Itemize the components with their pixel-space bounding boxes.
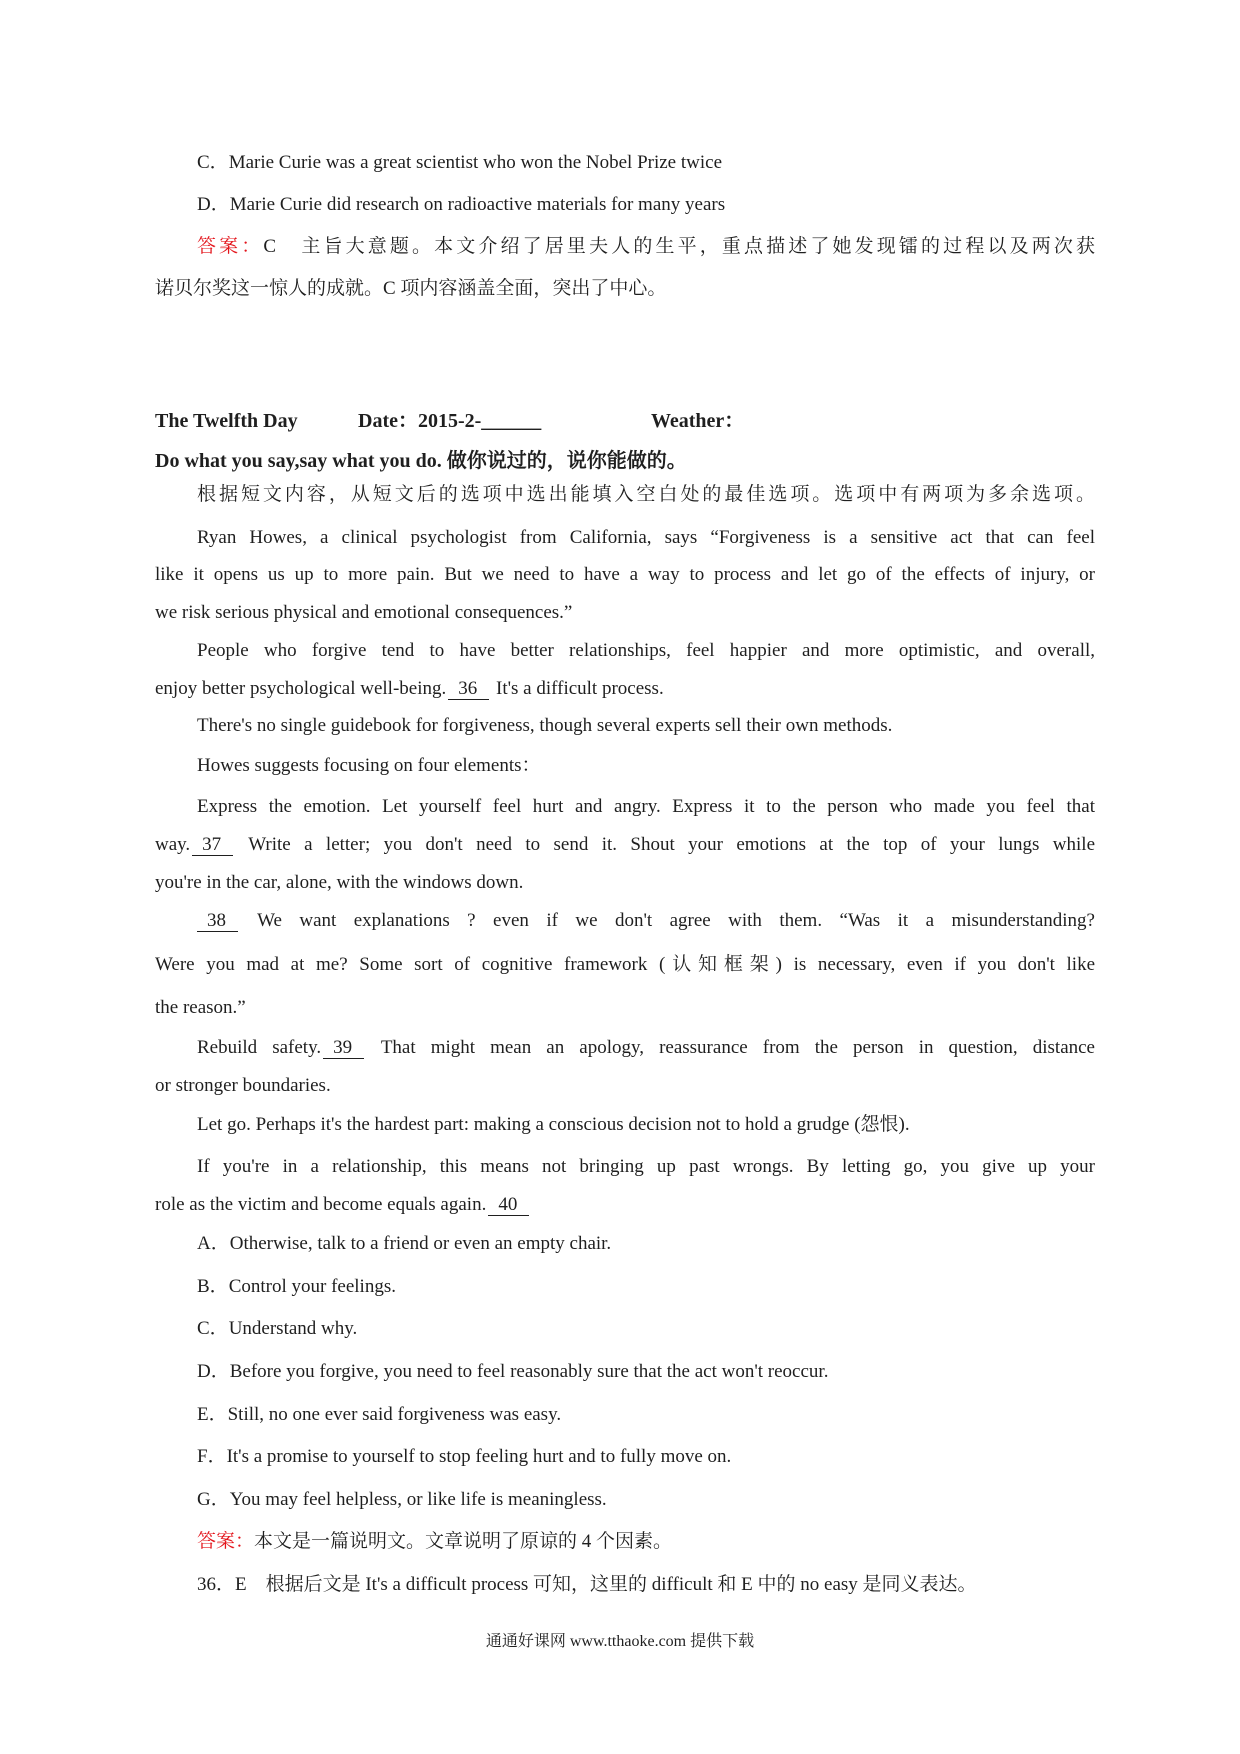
passage-p8: Let go. Perhaps it's the hardest part: making a conscious decision not to hold a grudge (怨恨). — [197, 1114, 910, 1135]
option-text: Marie Curie was a great scientist who won the Nobel Prize twice — [228, 152, 723, 173]
option-a — [197, 1231, 1095, 1257]
option-letter: C． — [197, 152, 229, 173]
option-text: Control your feelings. — [228, 1276, 396, 1297]
blank-39: 39 — [323, 1038, 364, 1059]
option-d — [197, 1359, 1095, 1385]
text-segment: way. — [155, 834, 191, 855]
option-letter: D． — [197, 194, 230, 215]
option-letter: A． — [197, 1233, 230, 1254]
passage-p5-line-1: Express the emotion. Let yourself feel hurt and angry. Express it to the person who made you feel that — [197, 796, 1095, 817]
answer-label: 答案： — [197, 1531, 255, 1552]
option-c — [197, 1316, 1095, 1342]
blank-40: 40 — [488, 1195, 529, 1216]
instructions: 根据短文内容，从短文后的选项中选出能填入空白处的最佳选项。选项中有两项为多余选项。 — [197, 484, 1095, 505]
option-letter: B． — [197, 1276, 229, 1297]
passage-p2-line-1: People who forgive tend to have better relationships, feel happier and more optimistic, and overall, — [197, 640, 1095, 661]
explanation-text: 根据后文是 It's a difficult process 可知，这里的 difficult 和 E 中的 no easy 是同义表达。 — [246, 1574, 977, 1595]
text-segment: We want explanations ? even if we don't agree with them. “Was it a misunderstanding? — [240, 910, 1095, 931]
option-g — [197, 1487, 1095, 1513]
day-date: Date：2015-2-______ — [358, 410, 542, 432]
prev-answer-line-2: 诺贝尔奖这一惊人的成就。C 项内容涵盖全面，突出了中心。 — [155, 278, 667, 299]
answer-label: 答案： — [197, 236, 264, 257]
answer-text: 本文是一篇说明文。文章说明了原谅的 4 个因素。 — [254, 1531, 673, 1552]
prev-option-c — [197, 150, 1095, 176]
blank-37: 37 — [192, 835, 233, 856]
passage-p6-line-2: Were you mad at me? Some sort of cognitive framework (认知框架) is necessary, even if you don't like — [155, 954, 1095, 975]
passage-p6-line-3: the reason.” — [155, 997, 246, 1018]
option-text: Before you forgive, you need to feel reasonably sure that the act won't reoccur. — [229, 1361, 829, 1382]
text-segment: enjoy better psychological well-being. — [155, 678, 447, 699]
option-letter: E． — [197, 1404, 228, 1425]
day-weather: Weather： — [651, 410, 745, 432]
text-segment: It's a difficult process. — [491, 678, 664, 699]
passage-p4: Howes suggests focusing on four elements： — [197, 755, 541, 776]
passage-p1-line-3: we risk serious physical and emotional consequences.” — [155, 602, 573, 623]
option-letter: G． — [197, 1489, 230, 1510]
blank-36: 36 — [448, 679, 489, 700]
option-letter: D． — [197, 1361, 230, 1382]
blank-38: 38 — [197, 911, 238, 932]
text-segment: Write a letter; you don't need to send it. Shout your emotions at the top of your lungs while — [235, 834, 1095, 855]
option-letter: F． — [197, 1446, 227, 1467]
text-segment: That might mean an apology, reassurance from the person in question, distance — [366, 1037, 1095, 1058]
option-text: It's a promise to yourself to stop feeling hurt and to fully move on. — [226, 1446, 732, 1467]
option-text: You may feel helpless, or like life is meaningless. — [229, 1489, 607, 1510]
passage-p1-line-1: Ryan Howes, a clinical psychologist from California, says “Forgiveness is a sensitive act that can feel — [197, 527, 1095, 548]
option-text: Marie Curie did research on radioactive materials for many years — [229, 194, 726, 215]
motto: Do what you say,say what you do. 做你说过的，说你能做的。 — [155, 450, 687, 472]
text-segment: role as the victim and become equals again. — [155, 1194, 487, 1215]
passage-p9-line-2 — [155, 1192, 1095, 1218]
passage-p5-line-3: you're in the car, alone, with the windows down. — [155, 872, 524, 893]
option-e — [197, 1402, 1095, 1428]
option-b — [197, 1274, 1095, 1300]
prev-answer-line-1 — [197, 234, 1095, 260]
answer-text: C 主旨大意题。本文介绍了居里夫人的生平，重点描述了她发现镭的过程以及两次获 — [263, 236, 1095, 257]
explanation-36 — [197, 1572, 1095, 1598]
text-segment: Rebuild safety. — [197, 1037, 322, 1058]
passage-p3: There's no single guidebook for forgiveness, though several experts sell their own methods. — [197, 715, 893, 736]
passage-p7-line-1 — [197, 1035, 1095, 1061]
passage-p9-line-1: If you're in a relationship, this means not bringing up past wrongs. By letting go, you give up your — [197, 1156, 1095, 1177]
passage-p5-line-2 — [155, 832, 1095, 858]
answer-line — [197, 1529, 1095, 1555]
page-footer: 通通好课网 www.tthaoke.com 提供下载 — [485, 1633, 755, 1650]
option-text: Otherwise, talk to a friend or even an empty chair. — [229, 1233, 612, 1254]
day-title: The Twelfth Day — [155, 410, 298, 432]
explanation-number: 36．E — [197, 1574, 247, 1595]
passage-p2-line-2 — [155, 676, 1095, 702]
option-f — [197, 1444, 1095, 1470]
prev-option-d — [197, 192, 1095, 218]
passage-p1-line-2: like it opens us up to more pain. But we need to have a way to process and let go of the effects of injury, or — [155, 564, 1095, 585]
option-letter: C． — [197, 1318, 229, 1339]
passage-p6-line-1 — [197, 908, 1095, 934]
passage-p7-line-2: or stronger boundaries. — [155, 1075, 331, 1096]
option-text: Still, no one ever said forgiveness was easy. — [227, 1404, 562, 1425]
option-text: Understand why. — [228, 1318, 358, 1339]
